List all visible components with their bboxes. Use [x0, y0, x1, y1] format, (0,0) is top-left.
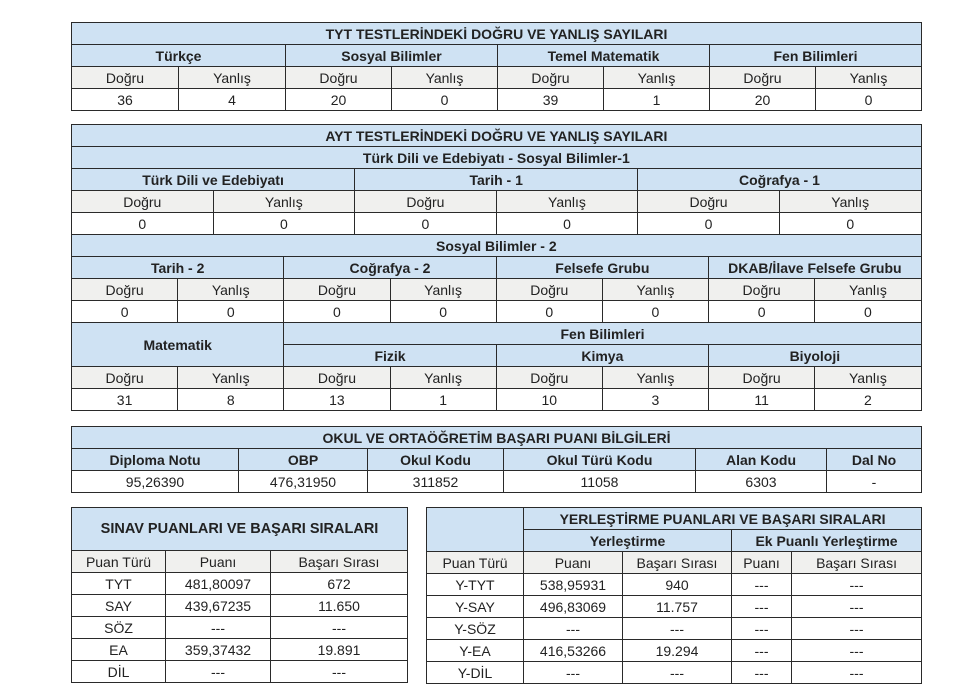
ek-puani: --- [732, 640, 792, 662]
dogru-value: 36 [72, 89, 179, 111]
yanlis-label: Yanlış [779, 191, 921, 213]
dogru-label: Doğru [498, 67, 604, 89]
ayt-subject-kimya: Kimya [496, 345, 708, 367]
table-row [427, 662, 922, 684]
dogru-value: 0 [72, 213, 214, 235]
yanlis-value: 1 [604, 89, 710, 111]
puan-turu: Y-EA [427, 640, 524, 662]
puani: 416,53266 [524, 640, 623, 662]
alan-kodu-value: 6303 [696, 471, 827, 493]
dogru-label: Doğru [709, 279, 815, 301]
diploma-notu-value: 95,26390 [72, 471, 239, 493]
yanlis-label: Yanlış [602, 279, 708, 301]
table-row [427, 596, 922, 618]
ek-puani: --- [732, 618, 792, 640]
ayt-subject-matematik: Matematik [72, 323, 284, 367]
tyt-subject-matematik: Temel Matematik [498, 45, 710, 67]
school-info-table [71, 426, 922, 493]
basari-sirasi-header: Başarı Sırası [623, 552, 732, 574]
yanlis-label: Yanlış [213, 191, 355, 213]
dogru-value: 0 [72, 301, 178, 323]
tyt-title: TYT TESTLERİNDEKİ DOĞRU VE YANLIŞ SAYILARI [72, 23, 922, 45]
exam-scores-title: SINAV PUANLARI VE BAŞARI SIRALARI [72, 508, 408, 551]
yanlis-value: 4 [179, 89, 286, 111]
puani: 439,67235 [166, 595, 271, 617]
dal-no-value: - [827, 471, 922, 493]
dogru-value: 20 [286, 89, 392, 111]
yanlis-label: Yanlış [816, 67, 922, 89]
obp-header: OBP [239, 449, 368, 471]
ayt-subject-tarih1: Tarih - 1 [355, 169, 638, 191]
table-row [72, 661, 408, 683]
okul-turu-kodu-header: Okul Türü Kodu [504, 449, 696, 471]
puani: --- [524, 662, 623, 684]
dogru-value: 10 [496, 389, 602, 411]
ayt-subject-edebiyat: Türk Dili ve Edebiyatı [72, 169, 355, 191]
ek-basari-sirasi-header: Başarı Sırası [792, 552, 922, 574]
ek-puanli-yerlestirme-group: Ek Puanlı Yerleştirme [732, 530, 922, 552]
basari-sirasi: --- [271, 661, 408, 683]
ek-puani: --- [732, 662, 792, 684]
table-row [427, 574, 922, 596]
puani: --- [524, 618, 623, 640]
diploma-notu-header: Diploma Notu [72, 449, 239, 471]
yanlis-value: 0 [390, 301, 496, 323]
dogru-value: 0 [496, 301, 602, 323]
puani: 481,80097 [166, 573, 271, 595]
dogru-label: Doğru [496, 279, 602, 301]
dogru-value: 13 [284, 389, 390, 411]
ek-basari-sirasi: --- [792, 662, 922, 684]
dogru-value: 0 [355, 213, 497, 235]
tyt-results-table [71, 22, 922, 111]
alan-kodu-header: Alan Kodu [696, 449, 827, 471]
puan-turu: SÖZ [72, 617, 166, 639]
ayt-group1-title: Türk Dili ve Edebiyatı - Sosyal Bilimler-1 [72, 147, 922, 169]
puani: 496,83069 [524, 596, 623, 618]
ayt-subject-dkab: DKAB/İlave Felsefe Grubu [709, 257, 922, 279]
basari-sirasi: 19.891 [271, 639, 408, 661]
tyt-subject-sosyal: Sosyal Bilimler [286, 45, 498, 67]
table-row [72, 573, 408, 595]
table-row [427, 618, 922, 640]
yanlis-value: 0 [213, 213, 355, 235]
basari-sirasi: 11.650 [271, 595, 408, 617]
puan-turu: Y-SÖZ [427, 618, 524, 640]
puan-turu: Y-DİL [427, 662, 524, 684]
okul-kodu-value: 311852 [368, 471, 504, 493]
dogru-label: Doğru [355, 191, 497, 213]
yanlis-value: 2 [815, 389, 921, 411]
dogru-value: 0 [284, 301, 390, 323]
puan-turu-header: Puan Türü [72, 551, 166, 573]
puan-turu-header: Puan Türü [427, 552, 524, 574]
ek-basari-sirasi: --- [792, 618, 922, 640]
table-row [72, 639, 408, 661]
puani: 538,95931 [524, 574, 623, 596]
yerlestirme-group: Yerleştirme [524, 530, 732, 552]
puani: --- [166, 661, 271, 683]
table-row [427, 640, 922, 662]
ek-basari-sirasi: --- [792, 596, 922, 618]
yanlis-value: 0 [496, 213, 638, 235]
yanlis-label: Yanlış [392, 67, 498, 89]
yanlis-value: 0 [815, 301, 921, 323]
ayt-subject-tarih2: Tarih - 2 [72, 257, 284, 279]
ayt-subject-cografya2: Coğrafya - 2 [284, 257, 496, 279]
yanlis-value: 0 [602, 301, 708, 323]
ek-basari-sirasi: --- [792, 640, 922, 662]
placement-scores-table [426, 507, 922, 684]
placement-title: YERLEŞTİRME PUANLARI VE BAŞARI SIRALARI [524, 508, 922, 530]
puani: --- [166, 617, 271, 639]
yanlis-value: 0 [816, 89, 922, 111]
dogru-value: 0 [638, 213, 780, 235]
yanlis-value: 3 [602, 389, 708, 411]
dogru-label: Doğru [286, 67, 392, 89]
ayt-subject-cografya1: Coğrafya - 1 [638, 169, 921, 191]
yanlis-label: Yanlış [179, 67, 286, 89]
puan-turu: Y-TYT [427, 574, 524, 596]
puan-turu: DİL [72, 661, 166, 683]
basari-sirasi: --- [271, 617, 408, 639]
dogru-label: Doğru [72, 67, 179, 89]
basari-sirasi-header: Başarı Sırası [271, 551, 408, 573]
dogru-label: Doğru [284, 279, 390, 301]
dogru-value: 20 [710, 89, 816, 111]
basari-sirasi: 19.294 [623, 640, 732, 662]
ayt-subject-biyoloji: Biyoloji [709, 345, 922, 367]
school-info-title: OKUL VE ORTAÖĞRETİM BAŞARI PUANI BİLGİLERİ [72, 427, 922, 449]
yanlis-label: Yanlış [390, 279, 496, 301]
dogru-label: Doğru [496, 367, 602, 389]
yanlis-value: 1 [390, 389, 496, 411]
dogru-value: 0 [709, 301, 815, 323]
ayt-title: AYT TESTLERİNDEKİ DOĞRU VE YANLIŞ SAYILARI [72, 125, 922, 147]
ek-puani: --- [732, 574, 792, 596]
yanlis-label: Yanlış [496, 191, 638, 213]
ek-basari-sirasi: --- [792, 574, 922, 596]
dogru-label: Doğru [72, 279, 178, 301]
puani: 359,37432 [166, 639, 271, 661]
yanlis-label: Yanlış [602, 367, 708, 389]
dogru-value: 31 [72, 389, 178, 411]
puan-turu: TYT [72, 573, 166, 595]
ayt-fen-title: Fen Bilimleri [284, 323, 921, 345]
yanlis-value: 0 [392, 89, 498, 111]
tyt-subject-turkce: Türkçe [72, 45, 286, 67]
puan-turu: SAY [72, 595, 166, 617]
dal-no-header: Dal No [827, 449, 922, 471]
okul-turu-kodu-value: 11058 [504, 471, 696, 493]
ayt-results-table [71, 124, 922, 411]
okul-kodu-header: Okul Kodu [368, 449, 504, 471]
puani-header: Puanı [166, 551, 271, 573]
table-row [72, 617, 408, 639]
basari-sirasi: --- [623, 618, 732, 640]
obp-value: 476,31950 [239, 471, 368, 493]
yanlis-value: 0 [178, 301, 284, 323]
dogru-label: Doğru [284, 367, 390, 389]
puan-turu: EA [72, 639, 166, 661]
yanlis-label: Yanlış [604, 67, 710, 89]
dogru-label: Doğru [72, 191, 214, 213]
basari-sirasi: 940 [623, 574, 732, 596]
table-row [72, 595, 408, 617]
yanlis-value: 8 [178, 389, 284, 411]
ayt-group2-title: Sosyal Bilimler - 2 [72, 235, 922, 257]
yanlis-label: Yanlış [178, 367, 284, 389]
dogru-value: 39 [498, 89, 604, 111]
puani-header: Puanı [524, 552, 623, 574]
basari-sirasi: 672 [271, 573, 408, 595]
basari-sirasi: 11.757 [623, 596, 732, 618]
dogru-label: Doğru [72, 367, 178, 389]
ayt-subject-fizik: Fizik [284, 345, 496, 367]
ek-puani-header: Puanı [732, 552, 792, 574]
dogru-label: Doğru [709, 367, 815, 389]
placement-corner [427, 508, 524, 552]
yanlis-value: 0 [779, 213, 921, 235]
dogru-label: Doğru [710, 67, 816, 89]
yanlis-label: Yanlış [815, 367, 921, 389]
ayt-subject-felsefe: Felsefe Grubu [496, 257, 708, 279]
yanlis-label: Yanlış [178, 279, 284, 301]
yanlis-label: Yanlış [390, 367, 496, 389]
exam-scores-table [71, 507, 408, 683]
dogru-label: Doğru [638, 191, 780, 213]
dogru-value: 11 [709, 389, 815, 411]
ek-puani: --- [732, 596, 792, 618]
puan-turu: Y-SAY [427, 596, 524, 618]
yanlis-label: Yanlış [815, 279, 921, 301]
basari-sirasi: --- [623, 662, 732, 684]
tyt-subject-fen: Fen Bilimleri [710, 45, 922, 67]
